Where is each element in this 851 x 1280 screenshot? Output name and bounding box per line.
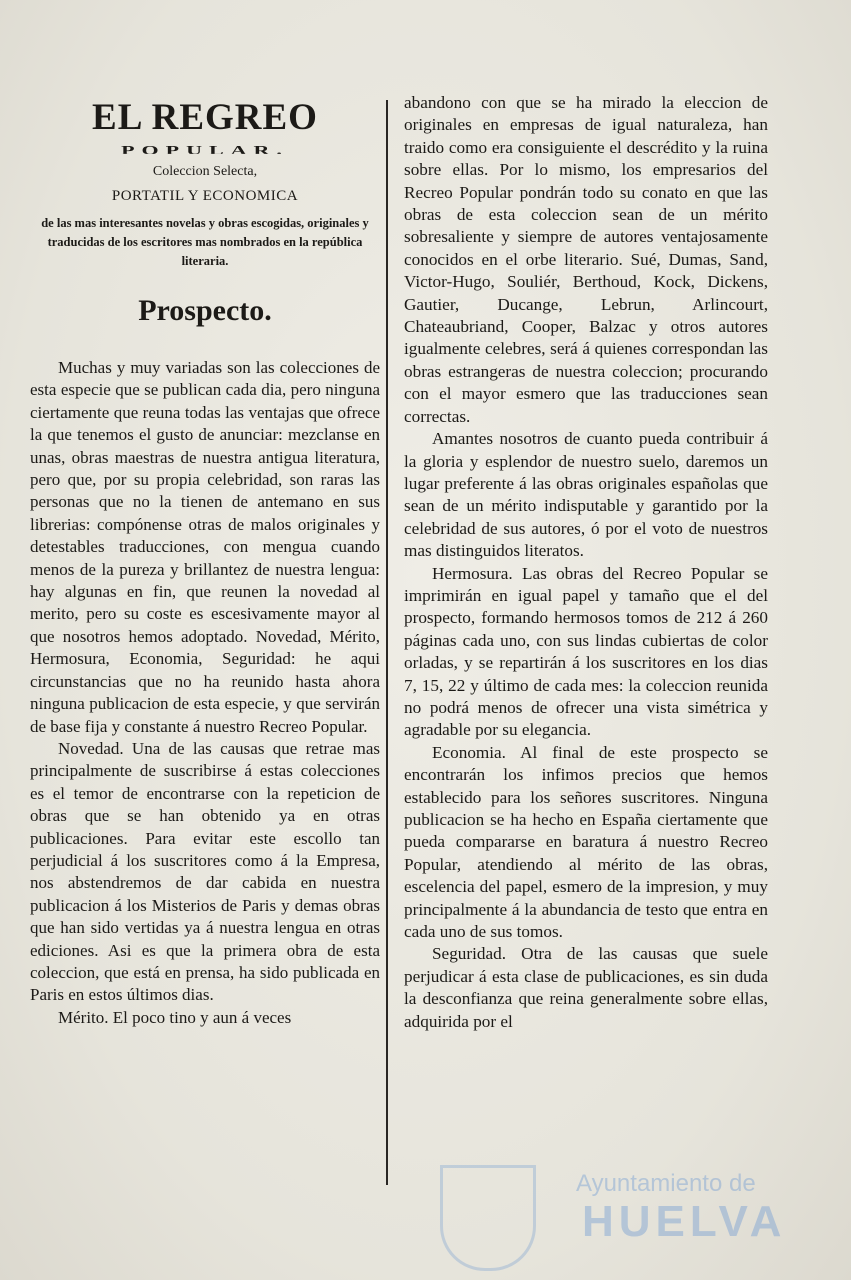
collection-description: de las mas interesantes novelas y obras escogidas, originales y traducidas de los escritores mas nombrados en la república literaria. xyxy=(41,216,369,268)
publication-title: EL REGREO xyxy=(92,97,318,138)
left-paragraph-3: Mérito. El poco tino y aun á veces xyxy=(58,1007,292,1027)
column-divider xyxy=(386,100,388,1185)
right-paragraph-2: Amantes nosotros de cuanto pueda contribuir á la gloria y esplendor de nuestro suelo, daremos un lugar preferente á las obras originales españolas que sean de un mérito indisputable y garantido por la celebridad de sus autores, ó por el voto de nuestros mas distinguidos literatos. xyxy=(404,429,768,561)
left-column xyxy=(30,98,380,1029)
right-paragraph-1: abandono con que se ha mirado la eleccion de originales en empresas de igual naturaleza, han traido como era consiguiente el descrédito y la ruina sobre ellas. Por lo mismo, los empresarios del Recreo Popular pondrán todo su conato en que las obras de esta coleccion sean de un mérito sobresaliente y siempre de autores ventajosamente conocidos en el orbe literario. Sué, Dumas, Sand, Victor-Hugo, Souliér, Berthoud, Kock, Dickens, Gautier, Ducange, Lebrun, Arlincourt, Chateaubriand, Cooper, Balzac y otros autores igualmente celebres, será á quienes correspondan las obras estrangeras de nuestra coleccion; procurando con el mayor esmero que las traducciones sean correctas. xyxy=(404,93,768,426)
right-paragraph-4: Economia. Al final de este prospecto se encontrarán los infimos precios que hemos establecido para los señores suscritores. Ninguna publicacion se ha hecho en España ciertamente que pueda compararse en baratura á nuestro Recreo Popular, atendiendo al mérito de las obras, escelencia del papel, esmero de la impresion, y muy principalmente á la abundancia de testo que entra en cada uno de sus tomos. xyxy=(404,742,768,942)
right-paragraph-3: Hermosura. Las obras del Recreo Popular se imprimirán en igual papel y tamaño que el del prospecto, formando hermosos tomos de 212 á 260 páginas cada uno, con sus lindas cubiertas de color orladas, y se repartirán á los suscritores en los dias 7, 15, 22 y último de cada mes: la coleccion reunida no podrá menos de ofrecer una vista simétrica y agradable por su elegancia. xyxy=(404,563,768,740)
watermark-line-2: HUELVA xyxy=(582,1197,787,1246)
right-column xyxy=(404,92,768,1033)
publication-subtitle: POPULAR. xyxy=(121,144,289,154)
prospecto-heading: Prospecto. xyxy=(138,294,272,327)
right-paragraph-5: Seguridad. Otra de las causas que suele perjudicar á esta clase de publicaciones, es sin duda la desconfianza que reina generalmente sobre ellas, adquirida por el xyxy=(404,944,768,1031)
portatil-line: PORTATIL Y ECONOMICA xyxy=(111,188,299,204)
watermark-line-1: Ayuntamiento de xyxy=(576,1170,756,1197)
library-stamp xyxy=(440,1165,536,1271)
left-paragraph-1: Muchas y muy variadas son las colecciones de esta especie que se publican cada dia, pero ninguna ciertamente que reuna todas las ventajas que ofrece la que tenemos el gusto de anunciar: mezclanse en unas, obras maestras de nuestra antigua literatura, pero que, por su propia celebridad, son raras las personas que no la tienen de antemano en sus librerias: compónense otras de malos originales y detestables traducciones, con mengua cuando menos de la pureza y brillantez de nuestra lengua: hay algunas en fin, que reunen la novedad al merito, pero su coste es escesivamente mayor al que nosotros hemos adoptado. Novedad, Mérito, Hermosura, Economia, Seguridad: he aqui circunstancias que no ha reunido hasta ahora ninguna publicacion de esta especie, y que servirán de base fija y constante á nuestro Recreo Popular. xyxy=(30,358,380,736)
left-paragraph-2: Novedad. Una de las causas que retrae mas principalmente de suscribirse á estas colecciones es el temor de encontrarse con la repeticion de obras que se han obtenido ya en otras publicaciones. Para evitar este escollo tan perjudicial á los suscritores como á la Empresa, nos abstendremos de dar cabida en nuestra publicacion á los Misterios de Paris y demas obras que han sido vertidas ya á nuestra lengua en otras ediciones. Asi es que la primera obra de esta coleccion, que está en prensa, ha sido publicada en Paris en estos últimos dias. xyxy=(30,738,380,1005)
watermark xyxy=(576,1170,786,1246)
coleccion-line: Coleccion Selecta, xyxy=(152,164,258,179)
